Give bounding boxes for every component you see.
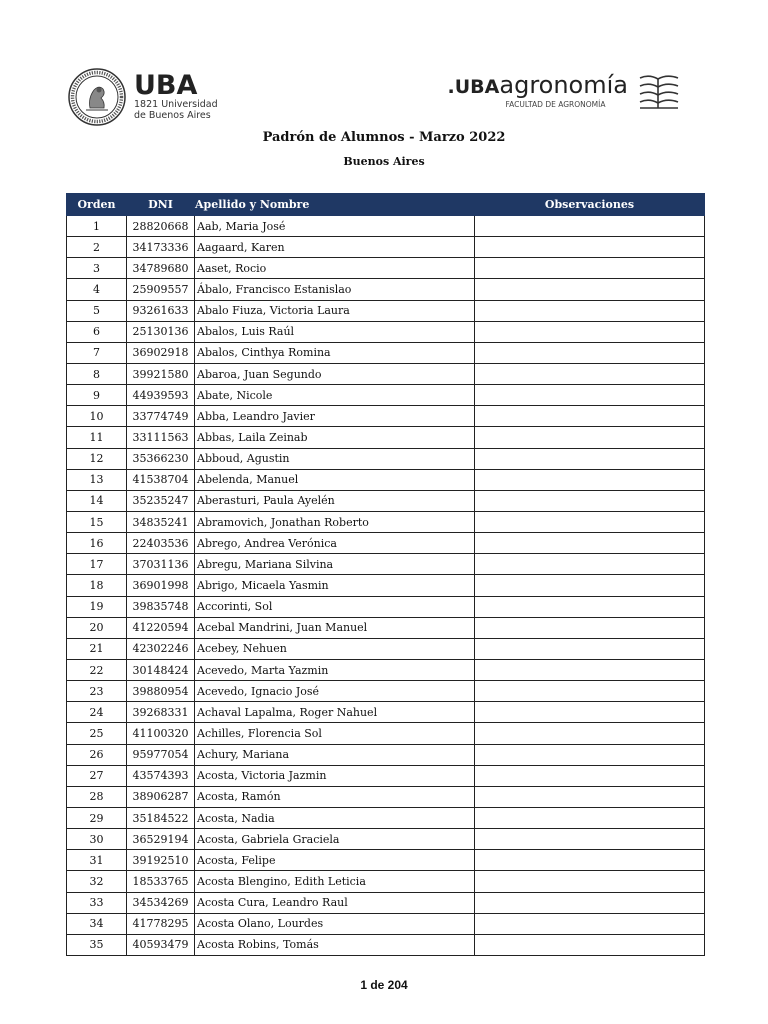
cell-observaciones: [475, 596, 705, 617]
cell-orden: 23: [67, 681, 127, 702]
cell-dni: 40593479: [127, 934, 195, 955]
table-row: [67, 321, 705, 342]
cell-orden: 1: [67, 216, 127, 237]
cell-orden: 24: [67, 702, 127, 723]
cell-dni: 38906287: [127, 786, 195, 807]
cell-dni: 95977054: [127, 744, 195, 765]
table-row: [67, 490, 705, 511]
cell-orden: 14: [67, 490, 127, 511]
cell-dni: 44939593: [127, 385, 195, 406]
table-row: [67, 829, 705, 850]
cell-dni: 22403536: [127, 533, 195, 554]
cell-nombre: Abba, Leandro Javier: [195, 406, 475, 427]
table-row: [67, 300, 705, 321]
cell-nombre: Aagaard, Karen: [195, 237, 475, 258]
table-row: [67, 913, 705, 934]
cell-dni: 36901998: [127, 575, 195, 596]
cell-orden: 32: [67, 871, 127, 892]
cell-dni: 41100320: [127, 723, 195, 744]
cell-orden: 15: [67, 511, 127, 532]
cell-dni: 41778295: [127, 913, 195, 934]
cell-dni: 43574393: [127, 765, 195, 786]
cell-observaciones: [475, 279, 705, 300]
cell-nombre: Aaset, Rocio: [195, 258, 475, 279]
cell-observaciones: [475, 913, 705, 934]
table-row: [67, 892, 705, 913]
cell-orden: 27: [67, 765, 127, 786]
uba-logo: [68, 68, 218, 126]
cell-dni: 30148424: [127, 659, 195, 680]
page-title: Padrón de Alumnos - Marzo 2022: [262, 130, 506, 145]
uba-logo-name: UBA: [134, 70, 198, 101]
cell-nombre: Ábalo, Francisco Estanislao: [195, 279, 475, 300]
cell-orden: 5: [67, 300, 127, 321]
cell-nombre: Accorinti, Sol: [195, 596, 475, 617]
students-table: [66, 193, 705, 956]
cell-orden: 30: [67, 829, 127, 850]
agronomia-logo: [448, 72, 680, 110]
cell-observaciones: [475, 807, 705, 828]
table-row: [67, 216, 705, 237]
cell-dni: 33774749: [127, 406, 195, 427]
table-row: [67, 723, 705, 744]
cell-orden: 16: [67, 533, 127, 554]
cell-observaciones: [475, 321, 705, 342]
cell-nombre: Acosta, Nadia: [195, 807, 475, 828]
cell-nombre: Abelenda, Manuel: [195, 469, 475, 490]
cell-dni: 35366230: [127, 448, 195, 469]
cell-orden: 10: [67, 406, 127, 427]
cell-orden: 22: [67, 659, 127, 680]
table-row: [67, 744, 705, 765]
cell-orden: 8: [67, 363, 127, 384]
table-row: [67, 469, 705, 490]
open-book-icon: [638, 74, 680, 110]
cell-nombre: Abaroa, Juan Segundo: [195, 363, 475, 384]
cell-observaciones: [475, 723, 705, 744]
column-header-nombre: Apellido y Nombre: [195, 194, 475, 216]
cell-dni: 93261633: [127, 300, 195, 321]
cell-observaciones: [475, 638, 705, 659]
cell-orden: 21: [67, 638, 127, 659]
table-row: [67, 659, 705, 680]
cell-orden: 13: [67, 469, 127, 490]
agro-logo-prefix: .UBA: [447, 76, 500, 98]
uba-logo-line1: 1821 Universidad: [134, 99, 218, 110]
cell-orden: 4: [67, 279, 127, 300]
table-row: [67, 575, 705, 596]
cell-observaciones: [475, 829, 705, 850]
cell-orden: 2: [67, 237, 127, 258]
table-row: [67, 342, 705, 363]
university-seal-icon: [68, 68, 126, 126]
cell-nombre: Acosta Cura, Leandro Raul: [195, 892, 475, 913]
cell-orden: 6: [67, 321, 127, 342]
table-row: [67, 850, 705, 871]
table-row: [67, 638, 705, 659]
cell-nombre: Acosta Robins, Tomás: [195, 934, 475, 955]
cell-observaciones: [475, 448, 705, 469]
page-subtitle: Buenos Aires: [343, 155, 425, 168]
cell-observaciones: [475, 427, 705, 448]
cell-dni: 42302246: [127, 638, 195, 659]
table-row: [67, 363, 705, 384]
cell-nombre: Aberasturi, Paula Ayelén: [195, 490, 475, 511]
table-row: [67, 786, 705, 807]
table-row: [67, 511, 705, 532]
cell-orden: 25: [67, 723, 127, 744]
cell-dni: 41538704: [127, 469, 195, 490]
cell-nombre: Acosta, Gabriela Graciela: [195, 829, 475, 850]
cell-observaciones: [475, 702, 705, 723]
cell-nombre: Abregu, Mariana Silvina: [195, 554, 475, 575]
cell-dni: 28820668: [127, 216, 195, 237]
cell-dni: 34173336: [127, 237, 195, 258]
table-row: [67, 406, 705, 427]
cell-nombre: Acosta Blengino, Edith Leticia: [195, 871, 475, 892]
table-row: [67, 258, 705, 279]
cell-observaciones: [475, 363, 705, 384]
cell-nombre: Abate, Nicole: [195, 385, 475, 406]
cell-nombre: Acosta Olano, Lourdes: [195, 913, 475, 934]
cell-nombre: Acebal Mandrini, Juan Manuel: [195, 617, 475, 638]
cell-dni: 35184522: [127, 807, 195, 828]
cell-observaciones: [475, 490, 705, 511]
cell-nombre: Abramovich, Jonathan Roberto: [195, 511, 475, 532]
cell-orden: 12: [67, 448, 127, 469]
cell-dni: 41220594: [127, 617, 195, 638]
cell-orden: 31: [67, 850, 127, 871]
table-row: [67, 934, 705, 955]
cell-observaciones: [475, 216, 705, 237]
cell-dni: 36902918: [127, 342, 195, 363]
cell-observaciones: [475, 300, 705, 321]
cell-dni: 39268331: [127, 702, 195, 723]
cell-nombre: Acebey, Nehuen: [195, 638, 475, 659]
table-body: [67, 216, 705, 956]
cell-observaciones: [475, 511, 705, 532]
cell-observaciones: [475, 469, 705, 490]
uba-logo-line2: de Buenos Aires: [134, 110, 211, 121]
cell-observaciones: [475, 934, 705, 955]
cell-orden: 26: [67, 744, 127, 765]
table-row: [67, 385, 705, 406]
cell-observaciones: [475, 554, 705, 575]
cell-orden: 28: [67, 786, 127, 807]
table-row: [67, 554, 705, 575]
cell-nombre: Abbas, Laila Zeinab: [195, 427, 475, 448]
cell-observaciones: [475, 406, 705, 427]
cell-nombre: Aab, Maria José: [195, 216, 475, 237]
cell-nombre: Abrego, Andrea Verónica: [195, 533, 475, 554]
cell-dni: 39921580: [127, 363, 195, 384]
cell-observaciones: [475, 871, 705, 892]
cell-observaciones: [475, 744, 705, 765]
cell-nombre: Abalo Fiuza, Victoria Laura: [195, 300, 475, 321]
cell-dni: 39835748: [127, 596, 195, 617]
cell-observaciones: [475, 533, 705, 554]
cell-dni: 34789680: [127, 258, 195, 279]
cell-orden: 17: [67, 554, 127, 575]
document-header: [60, 64, 696, 124]
cell-observaciones: [475, 237, 705, 258]
page-number: 1 de 204: [360, 978, 408, 992]
cell-orden: 20: [67, 617, 127, 638]
cell-observaciones: [475, 659, 705, 680]
cell-nombre: Acosta, Felipe: [195, 850, 475, 871]
cell-orden: 3: [67, 258, 127, 279]
cell-observaciones: [475, 765, 705, 786]
table-row: [67, 807, 705, 828]
cell-orden: 9: [67, 385, 127, 406]
cell-nombre: Abalos, Luis Raúl: [195, 321, 475, 342]
cell-observaciones: [475, 617, 705, 638]
table-header-row: [67, 194, 705, 216]
cell-nombre: Abrigo, Micaela Yasmin: [195, 575, 475, 596]
table-row: [67, 533, 705, 554]
cell-observaciones: [475, 681, 705, 702]
cell-dni: 37031136: [127, 554, 195, 575]
cell-nombre: Acevedo, Ignacio José: [195, 681, 475, 702]
cell-nombre: Acosta, Victoria Jazmin: [195, 765, 475, 786]
cell-orden: 29: [67, 807, 127, 828]
table-row: [67, 617, 705, 638]
table-row: [67, 237, 705, 258]
cell-observaciones: [475, 575, 705, 596]
cell-nombre: Acosta, Ramón: [195, 786, 475, 807]
table-row: [67, 871, 705, 892]
cell-dni: 34835241: [127, 511, 195, 532]
cell-dni: 39192510: [127, 850, 195, 871]
cell-nombre: Achaval Lapalma, Roger Nahuel: [195, 702, 475, 723]
cell-orden: 34: [67, 913, 127, 934]
table-row: [67, 765, 705, 786]
cell-orden: 7: [67, 342, 127, 363]
cell-nombre: Achury, Mariana: [195, 744, 475, 765]
cell-dni: 34534269: [127, 892, 195, 913]
cell-observaciones: [475, 342, 705, 363]
column-header-orden: Orden: [67, 194, 127, 216]
column-header-observaciones: Observaciones: [475, 194, 705, 216]
cell-nombre: Acevedo, Marta Yazmin: [195, 659, 475, 680]
table-row: [67, 681, 705, 702]
cell-nombre: Achilles, Florencia Sol: [195, 723, 475, 744]
cell-observaciones: [475, 892, 705, 913]
table-row: [67, 702, 705, 723]
agro-logo-name: agronomía: [499, 71, 628, 99]
cell-observaciones: [475, 850, 705, 871]
table-row: [67, 596, 705, 617]
cell-dni: 36529194: [127, 829, 195, 850]
cell-nombre: Abalos, Cinthya Romina: [195, 342, 475, 363]
cell-observaciones: [475, 258, 705, 279]
cell-dni: 25130136: [127, 321, 195, 342]
cell-orden: 35: [67, 934, 127, 955]
cell-observaciones: [475, 385, 705, 406]
cell-nombre: Abboud, Agustin: [195, 448, 475, 469]
table-row: [67, 279, 705, 300]
cell-observaciones: [475, 786, 705, 807]
cell-dni: 35235247: [127, 490, 195, 511]
cell-orden: 18: [67, 575, 127, 596]
cell-orden: 11: [67, 427, 127, 448]
cell-dni: 33111563: [127, 427, 195, 448]
agro-logo-subtitle: FACULTAD DE AGRONOMÍA: [505, 100, 606, 109]
table-row: [67, 427, 705, 448]
column-header-dni: DNI: [127, 194, 195, 216]
cell-dni: 18533765: [127, 871, 195, 892]
table-row: [67, 448, 705, 469]
cell-dni: 39880954: [127, 681, 195, 702]
cell-dni: 25909557: [127, 279, 195, 300]
cell-orden: 33: [67, 892, 127, 913]
cell-orden: 19: [67, 596, 127, 617]
